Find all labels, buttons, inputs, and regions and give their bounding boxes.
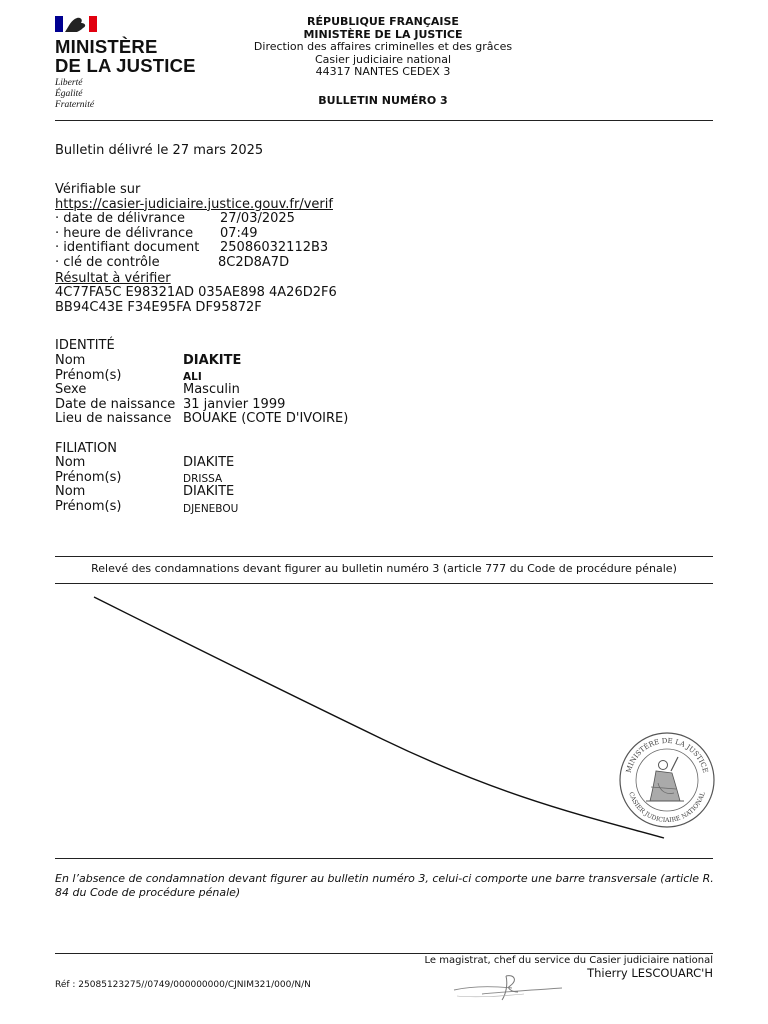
seal-bottom-text: CASIER JUDICIAIRE NATIONAL [627, 791, 707, 825]
document-id-label: · identifiant document [55, 240, 200, 256]
delivery-time-label: · heure de délivrance [55, 225, 194, 241]
bulletin-title: BULLETIN NUMÉRO 3 [318, 94, 448, 107]
banner-bottom-divider [55, 583, 713, 584]
result-label: Résultat à vérifier [55, 270, 171, 286]
banner-top-divider [55, 556, 713, 557]
delivery-date-label: · date de délivrance [55, 211, 185, 227]
header-republic: RÉPUBLIQUE FRANÇAISE [307, 15, 459, 28]
republic-motto: Liberté Égalité Fraternité [55, 78, 95, 110]
delivery-date-value: 27/03/2025 [220, 211, 295, 227]
header-address: 44317 NANTES CEDEX 3 [315, 65, 451, 78]
father-lastname-label: Nom [55, 455, 86, 471]
official-seal-icon [618, 731, 716, 829]
mother-lastname-label: Nom [55, 484, 86, 500]
identity-lastname-value: DIAKITE [183, 353, 242, 368]
identity-sex-value: Masculin [183, 382, 240, 398]
document-id-value: 25086032112B3 [220, 240, 329, 256]
identity-sex-label: Sexe [55, 382, 87, 398]
mother-firstname-label: Prénom(s) [55, 499, 122, 514]
issued-date: Bulletin délivré le 27 mars 2025 [55, 143, 264, 158]
mother-firstname-value: DJENEBOU [183, 502, 239, 515]
ministry-logo-name: MINISTÈRE DE LA JUSTICE [55, 36, 196, 76]
identity-birthdate-label: Date de naissance [55, 396, 176, 412]
identity-firstname-label: Prénom(s) [55, 367, 122, 383]
footer-divider [55, 953, 713, 954]
identity-firstname-value: ALI [183, 371, 202, 383]
signature-icon [452, 966, 582, 1006]
note-divider [55, 858, 713, 859]
seal-top-text: MINISTÈRE DE LA JUSTICE [624, 736, 710, 774]
mother-lastname-value: DIAKITE [183, 484, 235, 500]
header-direction: Direction des affaires criminelles et des grâces [253, 40, 513, 53]
identity-birthplace-label: Lieu de naissance [55, 411, 172, 427]
magistrate-name: Thierry LESCOUARC'H [587, 966, 713, 980]
identity-birthplace-value: BOUAKE (COTE D'IVOIRE) [183, 411, 349, 427]
delivery-time-value: 07:49 [220, 225, 258, 241]
convictions-banner: Relevé des condamnations devant figurer au bulletin numéro 3 (article 777 du Code de procédure pénale) [91, 562, 677, 575]
identity-lastname-label: Nom [55, 353, 86, 368]
document-reference: Réf : 25085123275//0749/000000000/CJNIM321/000/N/N [55, 980, 311, 990]
father-lastname-value: DIAKITE [183, 455, 235, 471]
filiation-title: FILIATION [55, 440, 118, 456]
no-conviction-note: En l’absence de condamnation devant figurer au bulletin numéro 3, celui-ci comporte une barre transversale (article R. 84 du Code de procédure pénale) [55, 872, 714, 899]
verification-hash-line1: 4C77FA5C E98321AD 035AE898 4A26D2F6 [55, 285, 337, 301]
identity-birthdate-value: 31 janvier 1999 [183, 396, 286, 412]
control-key-value: 8C2D8A7D [218, 255, 290, 270]
header-service: Casier judiciaire national [314, 52, 452, 66]
verification-title: Vérifiable sur [55, 182, 141, 197]
header-ministry: MINISTÈRE DE LA JUSTICE [303, 27, 463, 41]
verification-url-link[interactable]: https://casier-judiciaire.justice.gouv.fr/verif [55, 196, 333, 212]
control-key-label: · clé de contrôle [55, 255, 160, 270]
identity-title: IDENTITÉ [55, 338, 115, 354]
marianne-logo-icon [55, 14, 107, 36]
verification-hash-line2: BB94C43E F34E95FA DF95872F [55, 299, 262, 315]
father-firstname-value: DRISSA [183, 473, 223, 486]
father-firstname-label: Prénom(s) [55, 469, 122, 485]
magistrate-title: Le magistrat, chef du service du Casier judiciaire national [424, 955, 713, 966]
header-divider [55, 120, 713, 121]
